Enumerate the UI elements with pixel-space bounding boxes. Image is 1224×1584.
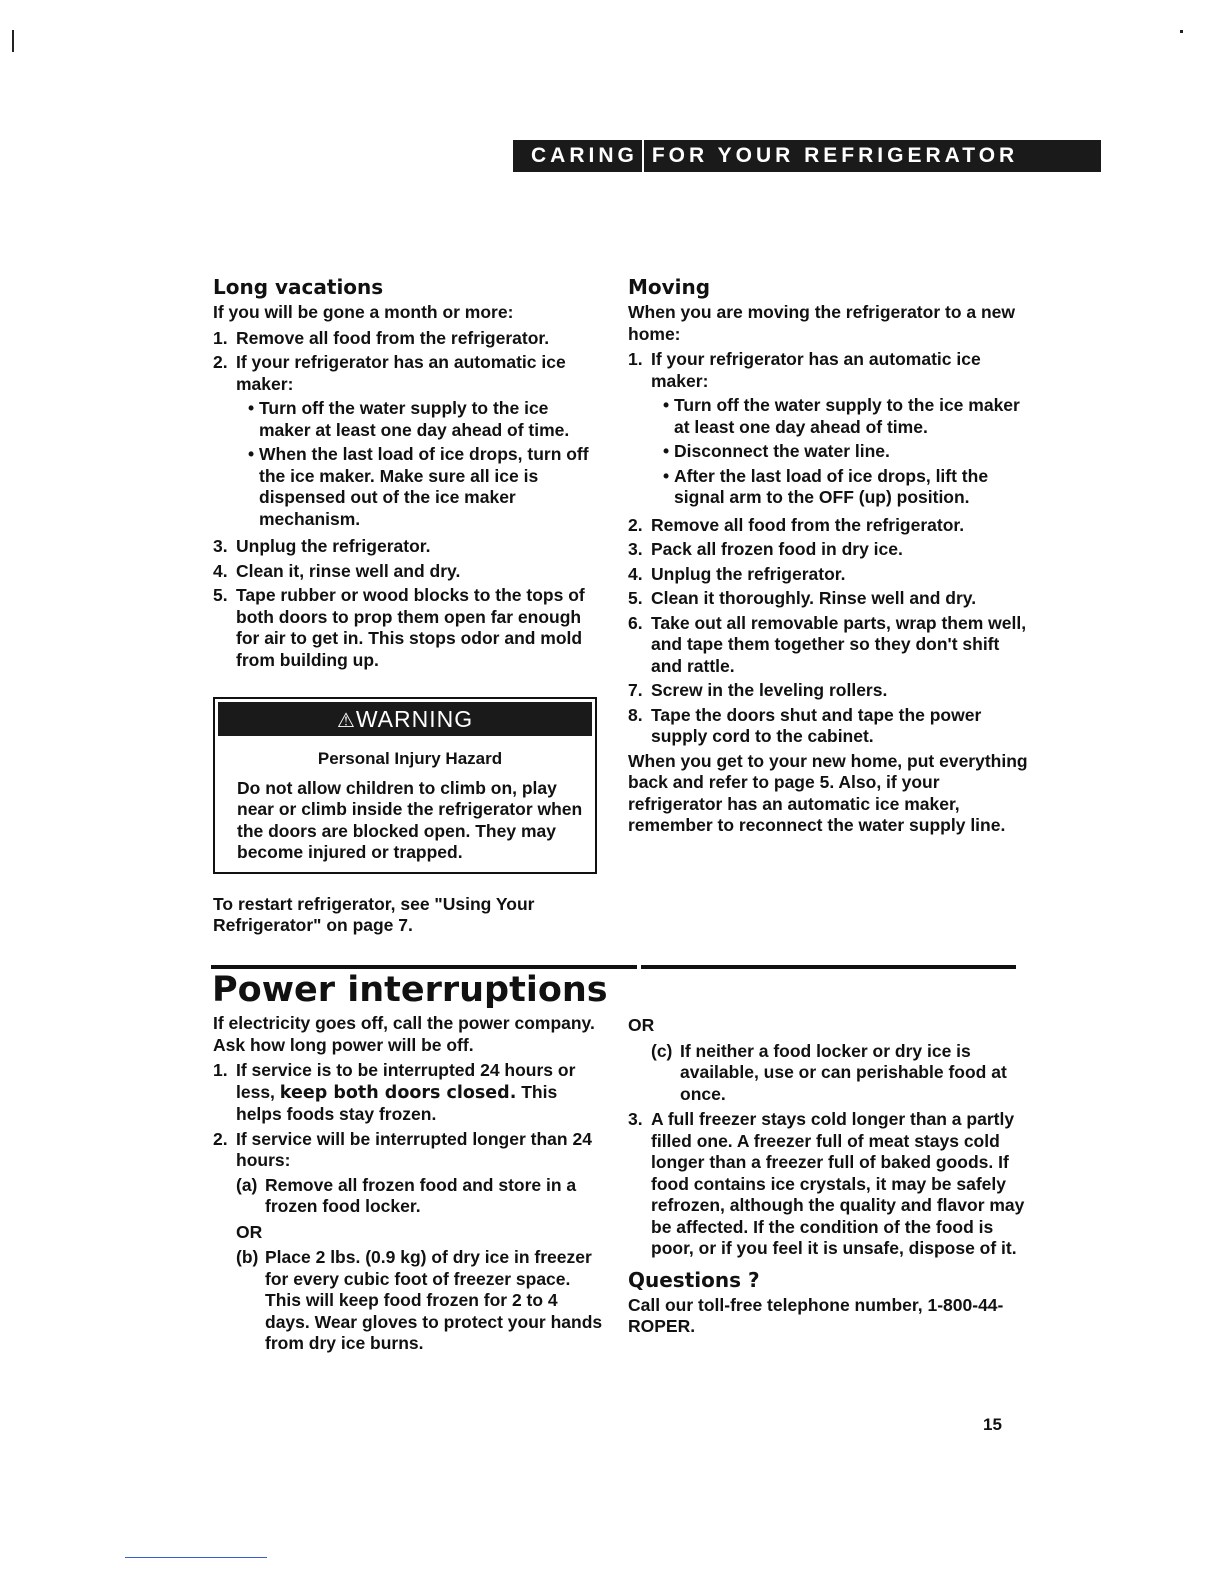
long-vacations-heading: Long vacations	[213, 275, 384, 299]
step-text: If service will be interrupted longer than 24 hours:	[236, 1128, 592, 1170]
list-item	[628, 349, 1028, 512]
list-item	[628, 564, 1028, 586]
sub-text: Remove all frozen food and store in a frozen food locker.	[265, 1174, 577, 1216]
step-number: 1.	[213, 327, 228, 348]
step-text: Clean it, rinse well and dry.	[236, 560, 461, 581]
power-interruptions-title: Power interruptions	[212, 970, 608, 1010]
bullet-list	[248, 398, 603, 530]
step-number: 8.	[628, 704, 643, 725]
step-text: Unplug the refrigerator.	[236, 536, 431, 556]
list-item	[628, 680, 1028, 702]
step-text-post: This helps foods stay frozen.	[236, 1081, 558, 1124]
or-label: OR	[236, 1221, 263, 1242]
warning-title: WARNING	[355, 706, 474, 732]
power-interruptions-right	[628, 1013, 1028, 1342]
warning-subtitle: Personal Injury Hazard	[317, 749, 503, 768]
header-part1: CARING	[531, 144, 638, 167]
step-text: Screw in the leveling rollers.	[651, 680, 888, 700]
questions-heading: Questions ?	[628, 1267, 760, 1292]
step-text: Remove all food from the refrigerator.	[651, 514, 965, 535]
step-text: A full freezer stays cold longer than a partly filled one. A freezer full of meat stays cold longer than a freezer full of baked goods. If food contains ice crystals, it may be safely refrozen, although the quality and flavor may be affected. If the condition of the food is poor, or if you feel it is unsafe, dispose of it.	[651, 1109, 1025, 1258]
section-header-bar	[513, 140, 1101, 172]
long-vacations-section	[213, 275, 603, 941]
step-number: 3.	[213, 536, 228, 556]
page-number: 15	[983, 1415, 1002, 1434]
list-item	[213, 328, 603, 350]
long-vacations-intro: If you will be gone a month or more:	[213, 302, 514, 322]
warning-text: Do not allow children to climb on, play near or climb inside the refrigerator when the doors are blocked open. They may become injured or trapped.	[237, 777, 583, 862]
moving-intro: When you are moving the refrigerator to a new home:	[628, 302, 1016, 344]
power-steps	[213, 1060, 603, 1359]
scan-mark	[1180, 30, 1183, 33]
step-text: If your refrigerator has an automatic ice maker:	[651, 349, 981, 391]
sub-item	[236, 1247, 603, 1355]
power-interruptions-left	[213, 1013, 603, 1362]
step-text: Take out all removable parts, wrap them well, and tape them together so they don't shift and rattle.	[651, 612, 1027, 676]
step-number: 4.	[213, 560, 228, 581]
step-number: 6.	[628, 612, 643, 633]
step-number: 1.	[628, 349, 643, 369]
step-text	[236, 1060, 603, 1126]
section-rule	[641, 965, 1016, 969]
list-item	[628, 539, 1028, 561]
step-text: Clean it thoroughly. Rinse well and dry.	[651, 588, 977, 608]
list-item	[628, 1109, 1028, 1260]
moving-outro: When you get to your new home, put everything back and refer to page 5. Also, if your refrigerator has an automatic ice maker, remember to reconnect the water supply line.	[628, 750, 1028, 835]
sub-text: If neither a food locker or dry ice is available, use or can perishable food at once.	[680, 1040, 1007, 1104]
step-text: Tape the doors shut and tape the power supply cord to the cabinet.	[651, 704, 982, 746]
sub-item	[651, 1041, 1028, 1106]
header-part2: FOR YOUR REFRIGERATOR	[651, 144, 1019, 167]
bullet-item: • Disconnect the water line.	[663, 441, 1028, 463]
step-number: 4.	[628, 563, 643, 584]
step-text: Pack all frozen food in dry ice.	[651, 539, 903, 559]
step-text: Unplug the refrigerator.	[651, 563, 846, 584]
step-text-pre: If service is to be interrupted 24 hours or less,	[236, 1060, 576, 1102]
step-number: 1.	[213, 1060, 228, 1080]
step-number: 2.	[213, 1128, 228, 1149]
moving-steps	[628, 349, 1028, 748]
warning-box	[213, 697, 597, 874]
step-number: 2.	[628, 514, 643, 535]
bullet-item: • Turn off the water supply to the ice maker at least one day ahead of time.	[248, 398, 603, 441]
list-item	[628, 515, 1028, 537]
sub-letter: (c)	[651, 1040, 673, 1061]
power-intro: If electricity goes off, call the power company. Ask how long power will be off.	[213, 1013, 595, 1055]
list-item	[628, 705, 1028, 748]
moving-section	[628, 275, 1028, 841]
long-vacations-steps	[213, 328, 603, 672]
scan-underline	[125, 1557, 267, 1558]
bullet-item: • Turn off the water supply to the ice maker at least one day ahead of time.	[663, 395, 1028, 438]
step-number: 7.	[628, 680, 643, 700]
step-text: Tape rubber or wood blocks to the tops of both doors to prop them open far enough for air to get in. This stops odor and mold from building up.	[236, 585, 585, 670]
bullet-item: • When the last load of ice drops, turn off the ice maker. Make sure all ice is dispensed out of the ice maker mechanism.	[248, 444, 603, 530]
warning-header	[218, 702, 592, 736]
list-item	[628, 588, 1028, 610]
restart-note: To restart refrigerator, see "Using Your Refrigerator" on page 7.	[213, 893, 535, 935]
sub-item	[236, 1175, 603, 1218]
list-item	[213, 1060, 603, 1126]
list-item	[628, 613, 1028, 678]
list-item	[213, 536, 603, 558]
sub-text: Place 2 lbs. (0.9 kg) of dry ice in freezer for every cubic foot of freezer space. This will keep food frozen for 2 to 4 days. Wear gloves to protect your hands from dry ice burns.	[265, 1247, 603, 1353]
scan-mark	[12, 30, 14, 52]
list-item	[213, 352, 603, 533]
bullet-list	[663, 395, 1028, 509]
power-steps-continued	[628, 1109, 1028, 1260]
step-number: 3.	[628, 539, 643, 559]
questions-text: Call our toll-free telephone number, 1-800-44-ROPER.	[628, 1294, 1004, 1336]
step-number: 3.	[628, 1109, 643, 1129]
bullet-item: • After the last load of ice drops, lift the signal arm to the OFF (up) position.	[663, 466, 1028, 509]
warning-triangle-icon: ⚠	[336, 710, 356, 732]
list-item	[213, 585, 603, 671]
or-label: OR	[628, 1015, 655, 1035]
moving-heading: Moving	[628, 275, 711, 299]
sub-letter: (a)	[236, 1174, 258, 1195]
step-number: 2.	[213, 352, 228, 372]
header-divider	[642, 140, 644, 172]
list-item	[213, 561, 603, 583]
step-text-emphasis: keep both doors closed.	[279, 1082, 517, 1103]
step-number: 5.	[213, 585, 228, 605]
step-text: Remove all food from the refrigerator.	[236, 327, 550, 348]
sub-letter: (b)	[236, 1247, 259, 1267]
step-text: If your refrigerator has an automatic ice maker:	[236, 352, 566, 394]
list-item	[213, 1129, 603, 1359]
step-number: 5.	[628, 588, 643, 608]
